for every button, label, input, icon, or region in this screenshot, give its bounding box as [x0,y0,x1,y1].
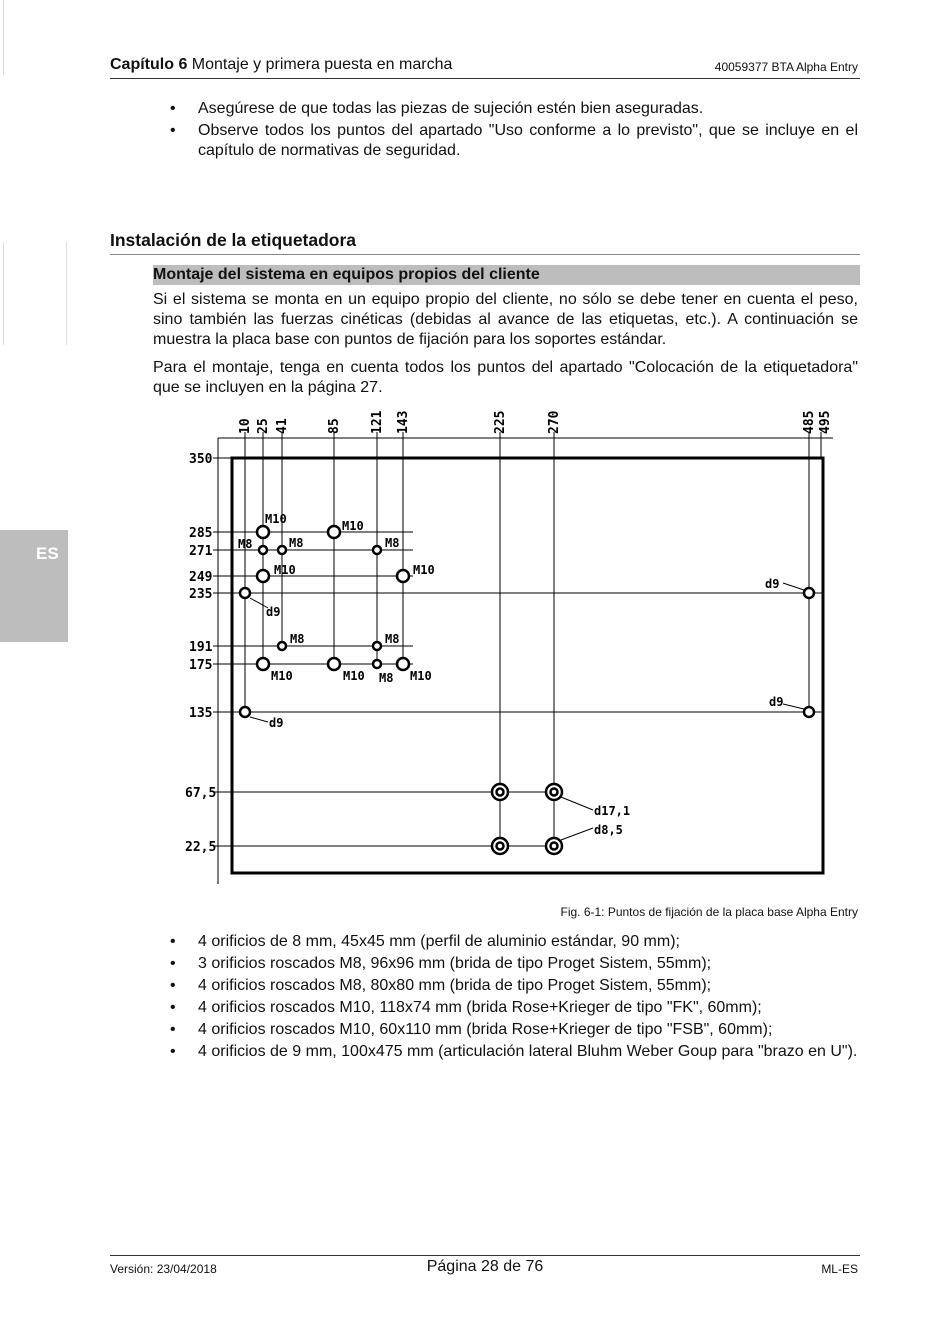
section-title: Instalación de la etiquetadora [110,230,860,255]
y-dimension-label: 135 [189,706,213,721]
hole-label: M8 [289,536,304,550]
page-header [110,56,860,79]
m10-hole [328,526,340,538]
list-item: • 4 orificios roscados M10, 118x74 mm (brida Rose+Krieger de tipo "FK", 60mm); [110,998,858,1018]
hole-label: d9 [765,577,780,591]
hole-label: M8 [385,632,400,646]
page-footer [110,1255,860,1286]
margin-line [3,242,4,345]
hole-label: d9 [269,716,284,730]
y-dimension-label: 350 [189,452,213,467]
list-item: • 4 orificios de 9 mm, 100x475 mm (articulación lateral Bluhm Weber Goup para "brazo en U"). [110,1042,858,1062]
x-dimension-label: 495 [818,410,833,434]
version-label: Versión: 23/04/2018 [110,1262,217,1276]
m10-hole [257,526,269,538]
y-dimension-label: 191 [189,640,213,655]
m10-hole [397,658,409,670]
hole-label: d17,1 [594,804,631,818]
hole-label: M10 [410,669,432,683]
hole-label: M10 [343,669,365,683]
d9-hole [240,588,250,598]
m8-hole [278,642,286,650]
y-dimension-label: 235 [189,587,213,602]
subsection-title: Montaje del sistema en equipos propios del cliente [153,265,860,285]
x-dimension-label: 225 [493,410,508,434]
m8-hole [373,642,381,650]
x-dimension-label: 85 [327,418,342,434]
m10-hole [328,658,340,670]
m8-hole [373,660,381,668]
x-dimension-label: 121 [370,410,385,434]
x-dimension-label: 25 [256,418,271,434]
holes-bullet-list [110,932,858,1064]
chapter-title: Montaje y primera puesta en marcha [187,56,453,73]
x-dimension-label: 143 [396,410,411,434]
y-dimension-label: 22,5 [185,840,217,855]
m8-hole [373,546,381,554]
hole-label: d9 [769,695,784,709]
counterbore-hole-inner [551,789,558,796]
hole-label: M10 [274,563,296,577]
counterbore-hole-inner [497,789,504,796]
counterbore-hole-inner [551,843,558,850]
hole-label: M8 [379,671,394,685]
x-dimension-label: 10 [238,418,253,434]
x-dimension-label: 485 [802,410,817,434]
intro-bullet-list [110,99,858,163]
hole-label: M10 [271,669,293,683]
document-id: 40059377 BTA Alpha Entry [714,60,858,74]
paragraph: Si el sistema se monta en un equipo propio del cliente, no sólo se debe tener en cuenta el peso, sino también las fuerzas cinéticas (debidas al avance de las etiquetas, etc.). A continuación se muestra la placa base con puntos de fijación para los soportes estándar. [153,291,858,348]
list-item: • 4 orificios roscados M10, 60x110 mm (brida Rose+Krieger de tipo "FSB", 60mm); [110,1020,858,1040]
d9-hole [804,588,814,598]
margin-line [66,242,67,345]
m10-hole [397,570,409,582]
paragraph: Para el montaje, tenga en cuenta todos los puntos del apartado "Colocación de la etiquetadora" que se incluyen en la página 27. [153,359,858,396]
m10-hole [257,570,269,582]
list-item: • Observe todos los puntos del apartado "Uso conforme a lo previsto", que se incluye en el capítulo de normativas de seguridad. [110,121,858,161]
counterbore-hole-inner [497,843,504,850]
y-dimension-label: 271 [189,544,213,559]
chapter-number: Capítulo 6 [110,56,188,73]
page-number: Página 28 de 76 [426,1258,544,1275]
hole-label: M10 [413,563,435,577]
hole-label: d8,5 [594,823,623,837]
x-dimension-label: 41 [275,418,290,434]
margin-line [3,0,4,75]
x-dimension-label: 270 [547,410,562,434]
language-code: ML-ES [821,1262,858,1276]
language-tab-label: ES [36,544,59,563]
base-plate-drawing [173,402,858,892]
drawing-svg [173,402,858,892]
hole-label: M10 [265,512,287,526]
m8-hole [278,546,286,554]
d9-hole [240,707,250,717]
y-dimension-label: 249 [189,570,213,585]
chapter-heading [110,56,452,74]
y-dimension-label: 285 [189,526,213,541]
list-item: • Asegúrese de que todas las piezas de sujeción estén bien aseguradas. [110,99,858,119]
list-item: • 3 orificios roscados M8, 96x96 mm (brida de tipo Proget Sistem, 55mm); [110,954,858,974]
hole-label: M8 [385,536,400,550]
hole-label: M10 [342,519,364,533]
y-dimension-label: 67,5 [185,786,217,801]
y-dimension-label: 175 [189,658,213,673]
list-item: • 4 orificios de 8 mm, 45x45 mm (perfil de aluminio estándar, 90 mm); [110,932,858,952]
list-item: • 4 orificios roscados M8, 80x80 mm (brida de tipo Proget Sistem, 55mm); [110,976,858,996]
figure-caption: Fig. 6-1: Puntos de fijación de la placa base Alpha Entry [560,905,858,919]
m8-hole [259,546,267,554]
hole-label: M8 [238,537,253,551]
language-tab [0,530,68,642]
hole-label: M8 [290,632,305,646]
m10-hole [257,658,269,670]
hole-label: d9 [266,605,281,619]
d9-hole [804,707,814,717]
